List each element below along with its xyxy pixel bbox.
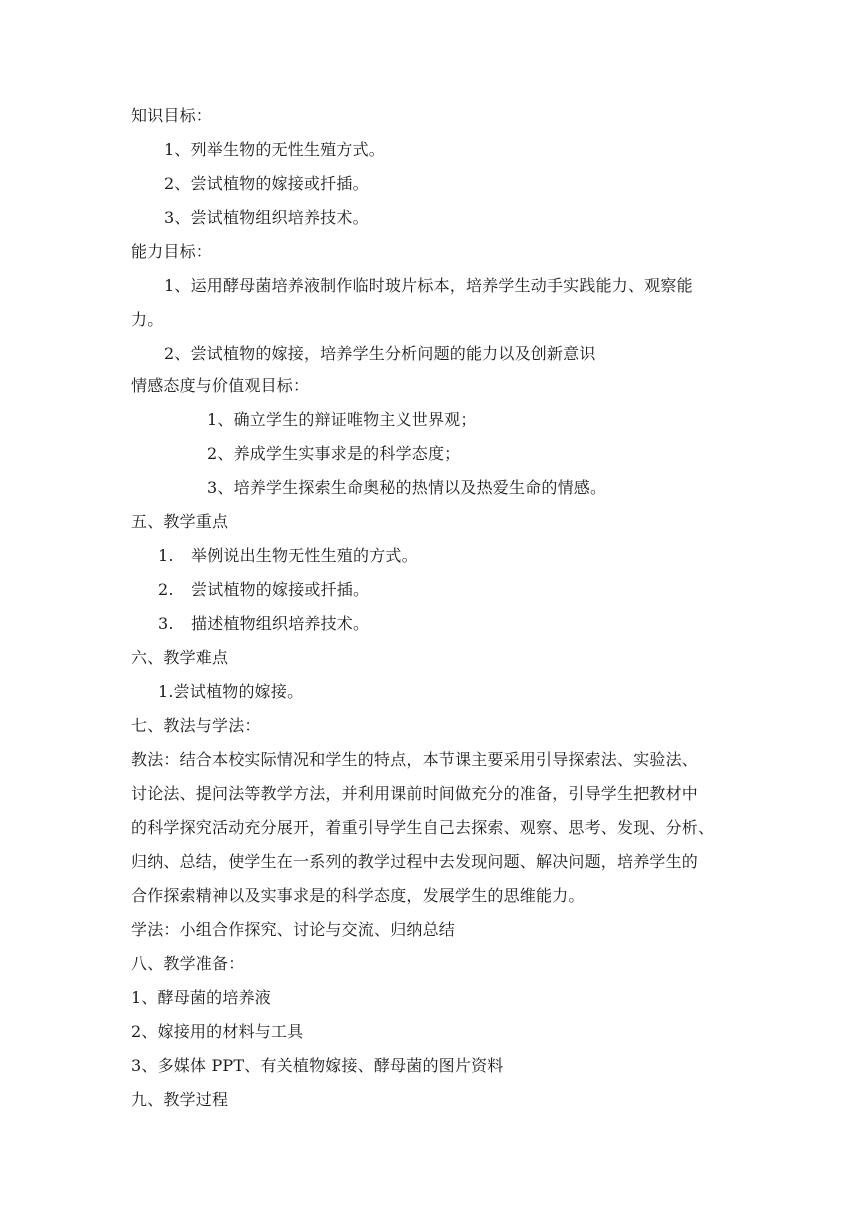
ability-heading: 能力目标： [131,242,213,261]
key-point-2-text: 尝试植物的嫁接或扦插。 [191,580,370,599]
emotion-item-1: 1、确立学生的辩证唯物主义世界观； [207,410,477,429]
methods-heading: 七、教法与学法： [131,716,261,735]
key-point-3 [158,614,369,634]
teaching-method-line-1: 教法：结合本校实际情况和学生的特点，本节课主要采用引导探索法、实验法、 [131,750,699,769]
key-point-1-number: 1. [158,546,174,565]
key-point-3-text: 描述植物组织培养技术。 [191,614,370,633]
key-point-1-text: 举例说出生物无性生殖的方式。 [191,546,418,565]
key-points-heading: 五、教学重点 [131,512,229,531]
teaching-method-line-2: 讨论法、提问法等教学方法，并利用课前时间做充分的准备，引导学生把教材中 [131,784,699,803]
knowledge-item-1: 1、列举生物的无性生殖方式。 [164,140,385,159]
preparation-item-1: 1、酵母菌的培养液 [131,988,271,1007]
emotion-item-2: 2、养成学生实事求是的科学态度； [207,444,461,463]
ability-item-2: 2、尝试植物的嫁接，培养学生分析问题的能力以及创新意识 [164,344,596,363]
knowledge-item-3: 3、尝试植物组织培养技术。 [164,208,369,227]
preparation-heading: 八、教学准备： [131,954,245,973]
key-point-1 [158,546,418,566]
ability-item-1-line-2: 力。 [131,310,164,329]
difficulty-item: 1.尝试植物的嫁接。 [158,682,304,701]
key-point-2-number: 2. [158,580,174,599]
key-point-3-number: 3. [158,614,174,633]
learning-method: 学法：小组合作探究、讨论与交流、归纳总结 [131,920,456,939]
knowledge-item-2: 2、尝试植物的嫁接或扦插。 [164,174,369,193]
ability-item-1-line-1: 1、运用酵母菌培养液制作临时玻片标本，培养学生动手实践能力、观察能 [164,276,693,295]
emotion-heading: 情感态度与价值观目标： [131,376,310,395]
teaching-method-line-4: 归纳、总结，使学生在一系列的教学过程中去发现问题、解决问题，培养学生的 [131,852,699,871]
knowledge-heading: 知识目标： [131,106,213,125]
emotion-item-3: 3、培养学生探索生命奥秘的热情以及热爱生命的情感。 [207,478,607,497]
process-heading: 九、教学过程 [131,1090,229,1109]
preparation-item-2: 2、嫁接用的材料与工具 [131,1022,304,1041]
difficulties-heading: 六、教学难点 [131,648,229,667]
key-point-2 [158,580,369,600]
teaching-method-line-3: 的科学探究活动充分展开，着重引导学生自己去探索、观察、思考、发现、分析、 [131,818,715,837]
preparation-item-3: 3、多媒体 PPT、有关植物嫁接、酵母菌的图片资料 [131,1056,504,1075]
teaching-method-line-5: 合作探索精神以及实事求是的科学态度，发展学生的思维能力。 [131,886,585,905]
